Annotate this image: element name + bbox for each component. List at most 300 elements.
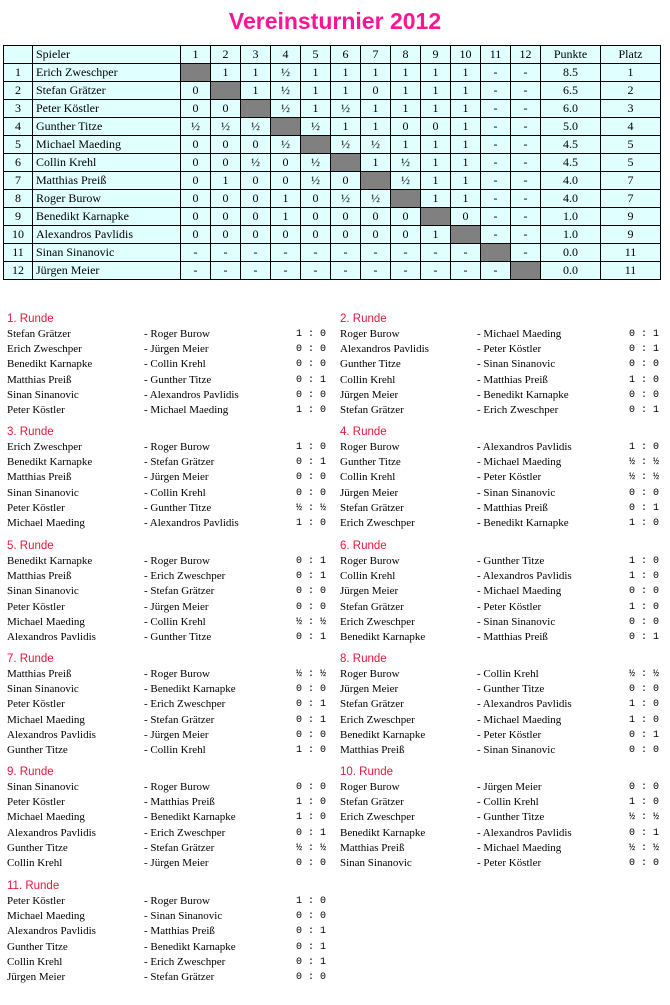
result-cell: 0 <box>211 190 241 208</box>
black-player: - Michael Maeding <box>144 403 229 416</box>
result-cell: 1 <box>421 100 451 118</box>
game-result: 0 : 0 <box>296 472 327 484</box>
result-cell: ½ <box>391 154 421 172</box>
white-player: Alexandros Pavlidis <box>7 925 96 938</box>
game-result: 1 : 0 <box>296 812 327 824</box>
place-cell: 3 <box>601 100 661 118</box>
result-cell: 0 <box>331 226 361 244</box>
game-row <box>7 924 327 939</box>
game-row <box>7 600 327 615</box>
black-player: - Matthias Preiß <box>477 501 548 514</box>
game-result: 0 : 1 <box>629 329 660 340</box>
game-row <box>7 940 327 955</box>
game-result: 0 : 0 <box>629 782 660 793</box>
table-row <box>4 82 661 100</box>
game-row <box>7 403 327 418</box>
game-result: 1 : 0 <box>296 797 327 809</box>
game-result: 1 : 0 <box>629 442 660 453</box>
result-cell: 0 <box>181 226 211 244</box>
place-cell: 5 <box>601 136 661 154</box>
result-cell: - <box>511 208 541 226</box>
white-player: Sinan Sinanovic <box>7 585 79 598</box>
result-cell: - <box>271 262 301 280</box>
game-row <box>7 440 327 455</box>
result-cell: - <box>421 244 451 262</box>
game-result: 0 : 0 <box>629 857 660 869</box>
white-player: Gunther Titze <box>7 940 68 953</box>
white-player: Sinan Sinanovic <box>7 683 79 696</box>
game-result: 1 : 0 <box>296 744 327 756</box>
result-cell: 1 <box>271 208 301 226</box>
result-cell: ½ <box>361 190 391 208</box>
result-cell: 1 <box>391 136 421 154</box>
result-cell: ½ <box>271 100 301 118</box>
white-player: Sinan Sinanovic <box>340 856 412 869</box>
place-cell: 11 <box>601 244 661 262</box>
result-cell: - <box>511 82 541 100</box>
points-cell: 0.0 <box>541 262 601 280</box>
black-player: - Alexandros Pavlidis <box>477 441 572 453</box>
game-row <box>7 501 327 516</box>
row-number: 6 <box>4 154 33 172</box>
round-block <box>7 879 327 985</box>
white-player: Jürgen Meier <box>340 585 399 598</box>
game-row <box>340 327 660 342</box>
white-player: Sinan Sinanovic <box>7 486 79 499</box>
row-number: 9 <box>4 208 33 226</box>
result-cell: ½ <box>271 82 301 100</box>
black-player: - Peter Köstler <box>477 856 542 869</box>
game-row <box>7 357 327 372</box>
result-cell: 1 <box>241 82 271 100</box>
white-player: Stefan Grätzer <box>340 698 404 711</box>
game-row <box>340 455 660 470</box>
white-player: Michael Maeding <box>7 713 85 726</box>
result-cell: 0 <box>211 208 241 226</box>
result-cell: - <box>481 208 511 226</box>
points-cell: 1.0 <box>541 226 601 244</box>
result-cell: 0 <box>301 190 331 208</box>
game-result: 0 : 1 <box>629 631 660 643</box>
points-cell: 0.0 <box>541 244 601 262</box>
result-cell: ½ <box>331 100 361 118</box>
white-player: Jürgen Meier <box>7 970 66 983</box>
black-player: - Alexandros Pavlidis <box>477 698 572 711</box>
white-player: Roger Burow <box>340 441 400 453</box>
game-result: 0 : 1 <box>296 699 327 711</box>
black-player: - Roger Burow <box>144 895 210 907</box>
white-player: Benedikt Karnapke <box>7 358 93 371</box>
diagonal-cell <box>391 190 421 208</box>
white-player: Peter Köstler <box>7 796 65 809</box>
place-cell: 4 <box>601 118 661 136</box>
result-cell: - <box>181 262 211 280</box>
white-player: Benedikt Karnapke <box>340 630 426 643</box>
result-cell: - <box>271 244 301 262</box>
result-cell: - <box>181 244 211 262</box>
white-player: Roger Burow <box>340 328 400 340</box>
result-cell: 0 <box>271 154 301 172</box>
black-player: - Gunther Titze <box>144 373 212 386</box>
black-player: - Collin Krehl <box>477 668 539 680</box>
black-player: - Jürgen Meier <box>144 471 209 484</box>
black-player: - Jürgen Meier <box>144 600 209 613</box>
player-name: Sinan Sinanovic <box>33 244 181 262</box>
result-cell: 0 <box>301 226 331 244</box>
diagonal-cell <box>241 100 271 118</box>
game-result: 1 : 0 <box>629 601 660 613</box>
result-cell: - <box>511 190 541 208</box>
round-title: 3. Runde <box>7 426 54 438</box>
game-row <box>340 697 660 712</box>
black-player: - Roger Burow <box>144 781 210 793</box>
game-result: 0 : 1 <box>629 729 660 741</box>
black-player: - Peter Köstler <box>477 728 542 741</box>
player-name: Stefan Grätzer <box>33 82 181 100</box>
white-player: Alexandros Pavlidis <box>7 630 96 643</box>
crosstable <box>3 45 661 280</box>
result-cell: 1 <box>421 154 451 172</box>
white-player: Erich Zweschper <box>340 713 415 726</box>
white-player: Stefan Grätzer <box>340 403 404 416</box>
diagonal-cell <box>181 64 211 82</box>
result-cell: 0 <box>241 136 271 154</box>
game-row <box>7 728 327 743</box>
black-player: - Alexandros Pavlidis <box>477 826 572 839</box>
black-player: - Matthias Preiß <box>144 796 215 809</box>
game-row <box>340 667 660 682</box>
result-cell: - <box>511 118 541 136</box>
round-block <box>7 312 327 418</box>
result-cell: 1 <box>421 190 451 208</box>
game-row <box>340 486 660 501</box>
black-player: - Roger Burow <box>144 555 210 567</box>
header-cell: 5 <box>301 46 331 64</box>
diagonal-cell <box>421 208 451 226</box>
white-player: Matthias Preiß <box>340 743 405 756</box>
row-number: 12 <box>4 262 33 280</box>
result-cell: - <box>481 118 511 136</box>
game-result: 0 : 0 <box>296 389 327 401</box>
game-result: 0 : 1 <box>296 941 327 953</box>
game-row <box>7 615 327 630</box>
white-player: Alexandros Pavlidis <box>7 826 96 839</box>
game-result: ½ : ½ <box>296 842 327 854</box>
game-row <box>7 373 327 388</box>
game-row <box>340 826 660 841</box>
black-player: - Erich Zweschper <box>144 570 226 583</box>
result-cell: 0 <box>181 208 211 226</box>
black-player: - Matthias Preiß <box>477 373 548 386</box>
white-player: Matthias Preiß <box>7 471 72 484</box>
game-result: 0 : 1 <box>296 714 327 726</box>
result-cell: 0 <box>391 226 421 244</box>
black-player: - Sinan Sinanovic <box>477 743 556 756</box>
result-cell: 0 <box>331 208 361 226</box>
black-player: - Peter Köstler <box>477 343 542 356</box>
game-result: 0 : 0 <box>629 487 660 499</box>
points-cell: 4.5 <box>541 154 601 172</box>
white-player: Benedikt Karnapke <box>340 728 426 741</box>
result-cell: 0 <box>241 208 271 226</box>
black-player: - Stefan Grätzer <box>144 585 215 598</box>
game-row <box>340 584 660 599</box>
white-player: Erich Zweschper <box>340 516 415 529</box>
result-cell: 1 <box>301 100 331 118</box>
game-row <box>7 826 327 841</box>
result-cell: ½ <box>241 154 271 172</box>
row-number: 4 <box>4 118 33 136</box>
white-player: Alexandros Pavlidis <box>7 728 96 741</box>
black-player: - Jürgen Meier <box>477 781 542 793</box>
white-player: Michael Maeding <box>7 910 85 923</box>
white-player: Peter Köstler <box>7 698 65 711</box>
result-cell: - <box>511 244 541 262</box>
game-row <box>340 600 660 615</box>
black-player: - Matthias Preiß <box>477 630 548 643</box>
result-cell: 0 <box>181 154 211 172</box>
result-cell: ½ <box>301 172 331 190</box>
result-cell: - <box>451 262 481 280</box>
white-player: Gunther Titze <box>7 841 68 854</box>
game-result: 1 : 0 <box>296 442 327 453</box>
game-result: 0 : 0 <box>629 389 660 401</box>
black-player: - Roger Burow <box>144 668 210 680</box>
white-player: Peter Köstler <box>7 895 65 907</box>
white-player: Jürgen Meier <box>340 388 399 401</box>
game-row <box>7 682 327 697</box>
game-row <box>7 970 327 985</box>
header-cell: 6 <box>331 46 361 64</box>
black-player: - Benedikt Karnapke <box>477 388 569 401</box>
black-player: - Alexandros Pavlidis <box>144 516 239 529</box>
black-player: - Erich Zweschper <box>477 403 559 416</box>
result-cell: - <box>331 244 361 262</box>
result-cell: 1 <box>451 100 481 118</box>
result-cell: 1 <box>211 172 241 190</box>
header-cell: 3 <box>241 46 271 64</box>
result-cell: 0 <box>211 226 241 244</box>
game-row <box>7 713 327 728</box>
white-player: Erich Zweschper <box>7 343 82 356</box>
black-player: - Alexandros Pavlidis <box>144 388 239 401</box>
game-row <box>340 713 660 728</box>
game-row <box>340 342 660 357</box>
round-block <box>340 652 660 758</box>
diagonal-cell <box>511 262 541 280</box>
player-name: Roger Burow <box>33 190 181 208</box>
game-row <box>340 743 660 758</box>
black-player: - Benedikt Karnapke <box>144 683 236 696</box>
game-result: 1 : 0 <box>629 556 660 567</box>
result-cell: - <box>481 226 511 244</box>
result-cell: ½ <box>271 64 301 82</box>
game-row <box>7 810 327 825</box>
player-name: Jürgen Meier <box>33 262 181 280</box>
game-row <box>340 554 660 569</box>
header-cell: 9 <box>421 46 451 64</box>
game-row <box>340 516 660 531</box>
place-cell: 1 <box>601 64 661 82</box>
game-row <box>340 780 660 795</box>
player-name: Peter Köstler <box>33 100 181 118</box>
game-row <box>340 569 660 584</box>
white-player: Benedikt Karnapke <box>7 555 93 567</box>
white-player: Erich Zweschper <box>7 441 82 453</box>
points-cell: 4.0 <box>541 172 601 190</box>
game-row <box>340 440 660 455</box>
round-title: 7. Runde <box>7 653 54 665</box>
player-name: Michael Maeding <box>33 136 181 154</box>
black-player: - Sinan Sinanovic <box>477 358 556 371</box>
black-player: - Sinan Sinanovic <box>144 910 223 923</box>
black-player: - Jürgen Meier <box>144 856 209 869</box>
table-row <box>4 244 661 262</box>
round-title: 11. Runde <box>7 880 60 892</box>
result-cell: 1 <box>271 190 301 208</box>
game-result: ½ : ½ <box>296 502 327 514</box>
result-cell: 0 <box>181 136 211 154</box>
white-player: Gunther Titze <box>340 358 401 371</box>
result-cell: 0 <box>451 208 481 226</box>
result-cell: 0 <box>271 226 301 244</box>
diagonal-cell <box>331 154 361 172</box>
header-cell: 7 <box>361 46 391 64</box>
row-number: 10 <box>4 226 33 244</box>
game-row <box>340 470 660 485</box>
white-player: Stefan Grätzer <box>340 796 404 809</box>
black-player: - Benedikt Karnapke <box>477 516 569 529</box>
game-result: ½ : ½ <box>296 616 327 628</box>
header-cell: 10 <box>451 46 481 64</box>
row-number: 11 <box>4 244 33 262</box>
header-cell: Punkte <box>541 46 601 64</box>
result-cell: 1 <box>361 64 391 82</box>
black-player: - Collin Krehl <box>477 796 539 809</box>
place-cell: 9 <box>601 208 661 226</box>
game-result: 0 : 1 <box>296 827 327 839</box>
result-cell: 1 <box>331 118 361 136</box>
result-cell: - <box>241 262 271 280</box>
row-number: 8 <box>4 190 33 208</box>
result-cell: 0 <box>301 208 331 226</box>
black-player: - Stefan Grätzer <box>144 970 215 983</box>
round-title: 6. Runde <box>340 540 387 552</box>
black-player: - Gunther Titze <box>144 501 212 514</box>
result-cell: ½ <box>331 136 361 154</box>
header-player: Spieler <box>33 46 181 64</box>
round-title: 4. Runde <box>340 426 387 438</box>
white-player: Alexandros Pavlidis <box>340 343 429 356</box>
table-row <box>4 100 661 118</box>
result-cell: - <box>451 244 481 262</box>
result-cell: - <box>511 172 541 190</box>
game-result: 1 : 0 <box>629 374 660 386</box>
result-cell: ½ <box>181 118 211 136</box>
diagonal-cell <box>451 226 481 244</box>
result-cell: 0 <box>181 82 211 100</box>
black-player: - Gunther Titze <box>477 555 545 567</box>
result-cell: ½ <box>301 154 331 172</box>
game-row <box>7 470 327 485</box>
game-row <box>7 743 327 758</box>
result-cell: - <box>481 172 511 190</box>
black-player: - Gunther Titze <box>144 630 212 643</box>
game-result: 0 : 1 <box>296 926 327 938</box>
round-title: 1. Runde <box>7 313 54 325</box>
game-row <box>340 841 660 856</box>
result-cell: 1 <box>391 64 421 82</box>
table-row <box>4 64 661 82</box>
game-result: 1 : 0 <box>296 329 327 340</box>
result-cell: 0 <box>241 172 271 190</box>
result-cell: - <box>421 262 451 280</box>
game-row <box>340 856 660 871</box>
game-result: 0 : 1 <box>629 827 660 839</box>
game-result: ½ : ½ <box>296 669 327 680</box>
table-row <box>4 226 661 244</box>
result-cell: ½ <box>271 136 301 154</box>
result-cell: 1 <box>451 82 481 100</box>
result-cell: - <box>511 64 541 82</box>
white-player: Matthias Preiß <box>340 841 405 854</box>
round-title: 2. Runde <box>340 313 387 325</box>
result-cell: 1 <box>451 172 481 190</box>
game-result: 1 : 0 <box>629 797 660 809</box>
game-result: 0 : 0 <box>629 744 660 756</box>
game-result: 0 : 0 <box>296 782 327 793</box>
game-result: 0 : 0 <box>629 616 660 628</box>
game-row <box>340 728 660 743</box>
black-player: - Stefan Grätzer <box>144 841 215 854</box>
game-row <box>340 630 660 645</box>
player-name: Matthias Preiß <box>33 172 181 190</box>
game-result: 0 : 0 <box>296 586 327 598</box>
black-player: - Alexandros Pavlidis <box>477 570 572 583</box>
game-row <box>7 569 327 584</box>
table-row <box>4 262 661 280</box>
header-cell <box>4 46 33 64</box>
points-cell: 4.0 <box>541 190 601 208</box>
header-cell: 8 <box>391 46 421 64</box>
game-result: 0 : 1 <box>296 457 327 469</box>
white-player: Collin Krehl <box>340 471 396 484</box>
game-result: ½ : ½ <box>629 457 660 469</box>
result-cell: 0 <box>181 190 211 208</box>
game-result: 0 : 0 <box>629 359 660 371</box>
result-cell: 0 <box>331 172 361 190</box>
page-title: Vereinsturnier 2012 <box>228 8 442 34</box>
black-player: - Collin Krehl <box>144 615 206 628</box>
result-cell: 0 <box>361 82 391 100</box>
table-row <box>4 118 661 136</box>
white-player: Sinan Sinanovic <box>7 388 79 401</box>
game-result: 0 : 0 <box>296 487 327 499</box>
black-player: - Peter Köstler <box>477 471 542 484</box>
game-row <box>7 630 327 645</box>
player-name: Gunther Titze <box>33 118 181 136</box>
result-cell: 1 <box>241 64 271 82</box>
result-cell: - <box>211 262 241 280</box>
white-player: Collin Krehl <box>7 856 63 869</box>
game-result: 1 : 0 <box>629 714 660 726</box>
round-title: 9. Runde <box>7 766 54 778</box>
diagonal-cell <box>211 82 241 100</box>
place-cell: 7 <box>601 172 661 190</box>
result-cell: - <box>241 244 271 262</box>
result-cell: 1 <box>451 118 481 136</box>
game-row <box>7 856 327 871</box>
